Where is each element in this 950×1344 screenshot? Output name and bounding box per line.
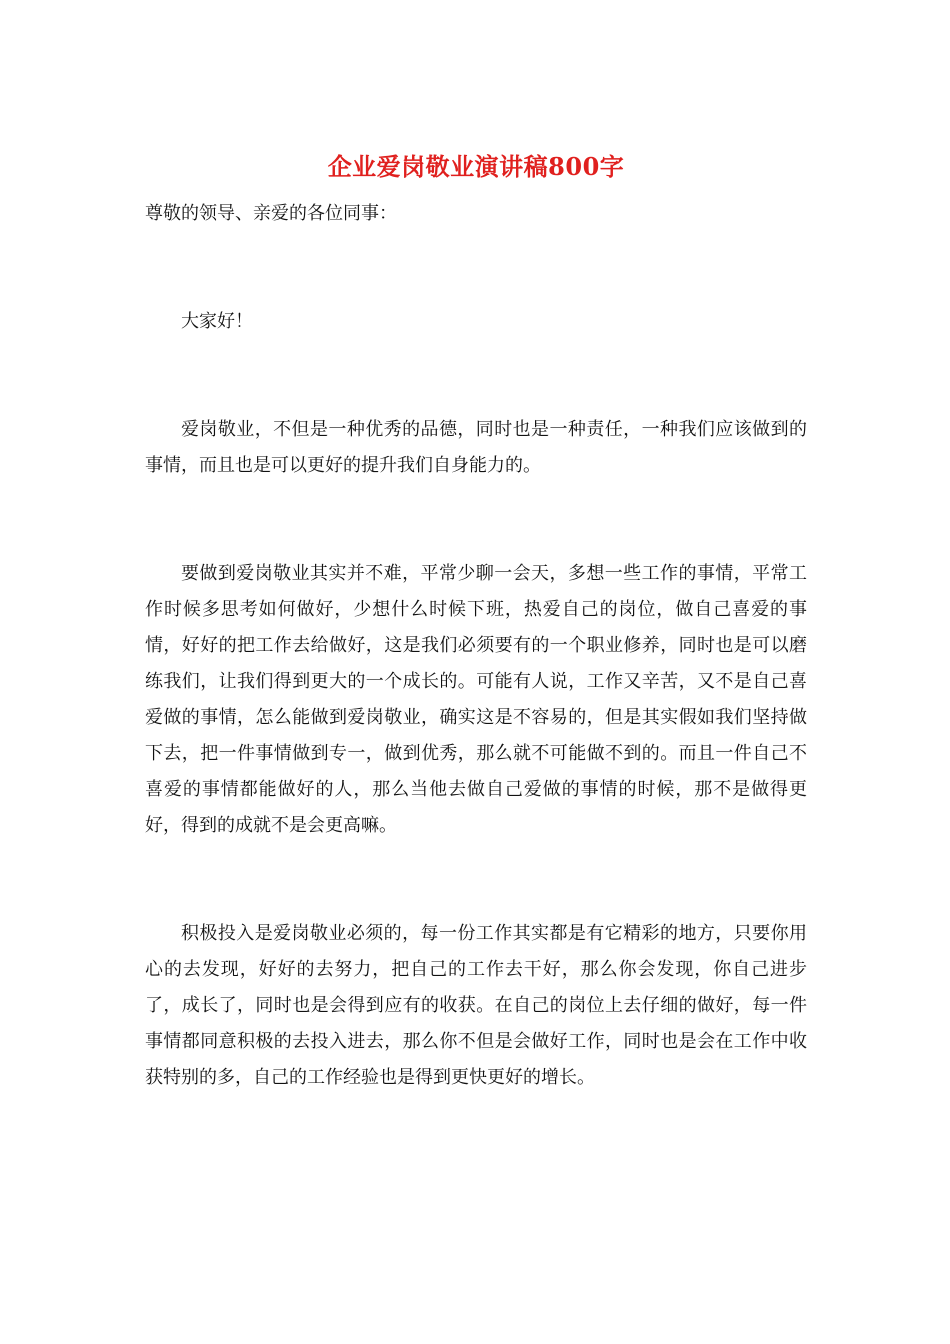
paragraph-spacer (145, 340, 807, 412)
paragraph-opening: 大家好！ (181, 311, 253, 332)
document-body (145, 150, 807, 1096)
salutation: 尊敬的领导、亲爱的各位同事： (145, 203, 397, 224)
paragraph-spacer (145, 232, 807, 304)
paragraph-3: 积极投入是爱岗敬业必须的，每一份工作其实都是有它精彩的地方，只要你用心的去发现，好好的去努力，把自己的工作去干好，那么你会发现，你自己进步了，成长了，同时也是会得到应有的收获。在自己的岗位上去仔细的做好，每一件事情都同意积极的去投入进去，那么你不但是会做好工作，同时也是会在工作中收获特别的多，自己的工作经验也是得到更快更好的增长。 (145, 923, 807, 1088)
paragraph-2: 要做到爱岗敬业其实并不难，平常少聊一会天，多想一些工作的事情，平常工作时候多思考如何做好，少想什么时候下班，热爱自己的岗位，做自己喜爱的事情，好好的把工作去给做好，这是我们必须要有的一个职业修养，同时也是可以磨练我们，让我们得到更大的一个成长的。可能有人说，工作又辛苦，又不是自己喜爱做的事情，怎么能做到爱岗敬业，确实这是不容易的，但是其实假如我们坚持做下去，把一件事情做到专一，做到优秀，那么就不可能做不到的。而且一件自己不喜爱的事情都能做好的人，那么当他去做自己爱做的事情的时候，那不是做得更好，得到的成就不是会更高嘛。 (145, 563, 807, 836)
paragraph-spacer (145, 484, 807, 556)
document-title: 企业爱岗敬业演讲稿800字 (327, 152, 625, 181)
paragraph-1: 爱岗敬业，不但是一种优秀的品德，同时也是一种责任，一种我们应该做到的事情，而且也是可以更好的提升我们自身能力的。 (145, 419, 807, 476)
paragraph-spacer (145, 844, 807, 916)
